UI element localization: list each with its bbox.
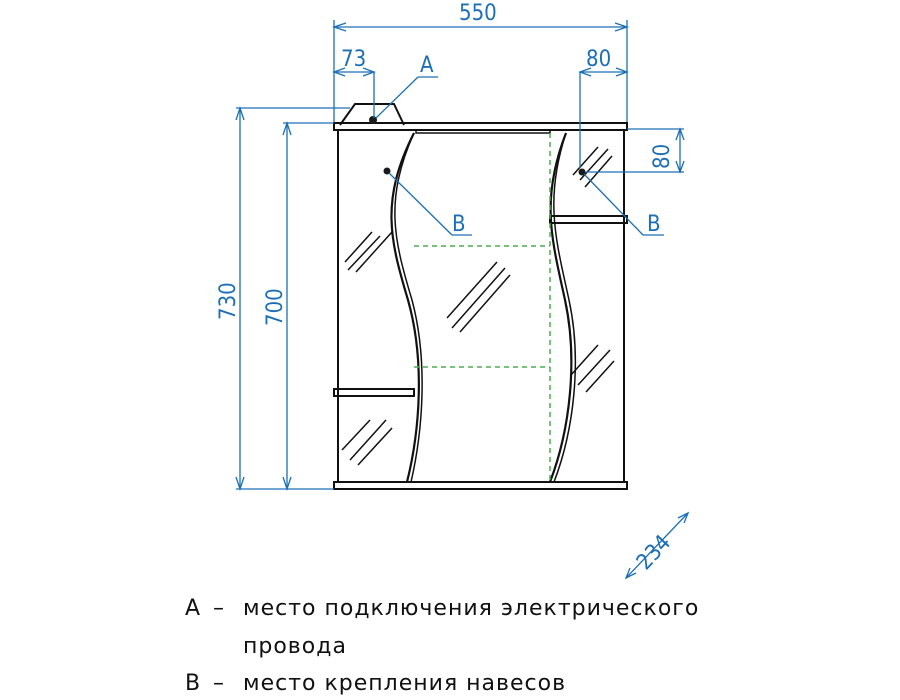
dim-depth: 234	[632, 530, 677, 576]
mirror-glare-marks	[342, 147, 614, 465]
legend-b-key: B	[185, 671, 202, 696]
callout-b-left: B	[452, 212, 466, 237]
callout-a: A	[420, 53, 434, 78]
callout-b-right: B	[647, 212, 661, 237]
legend-a-dash: –	[213, 596, 225, 621]
dim-right-vertical: 80	[650, 143, 675, 169]
legend-b-text: место крепления навесов	[243, 671, 567, 696]
right-shelf	[550, 216, 627, 223]
legend-a-text-cont: провода	[243, 634, 347, 659]
left-shelf	[334, 389, 414, 396]
dim-left-offset: 73	[341, 47, 367, 72]
dimension-lines	[236, 20, 688, 578]
legend-b-line	[185, 673, 566, 695]
dim-right-offset: 80	[586, 47, 612, 72]
legend-a-line2	[243, 636, 347, 658]
legend-a-key: A	[185, 596, 202, 621]
top-board	[334, 123, 627, 130]
left-door-wave	[391, 133, 418, 482]
dim-total-width: 550	[459, 1, 497, 26]
dim-body-height: 700	[263, 288, 288, 326]
legend-a-line1	[185, 598, 699, 620]
bottom-board	[334, 482, 627, 489]
legend-a-text: место подключения электрического	[243, 596, 700, 621]
point-a	[369, 116, 377, 124]
legend-b-dash: –	[213, 671, 225, 696]
dim-total-height: 730	[216, 282, 241, 320]
